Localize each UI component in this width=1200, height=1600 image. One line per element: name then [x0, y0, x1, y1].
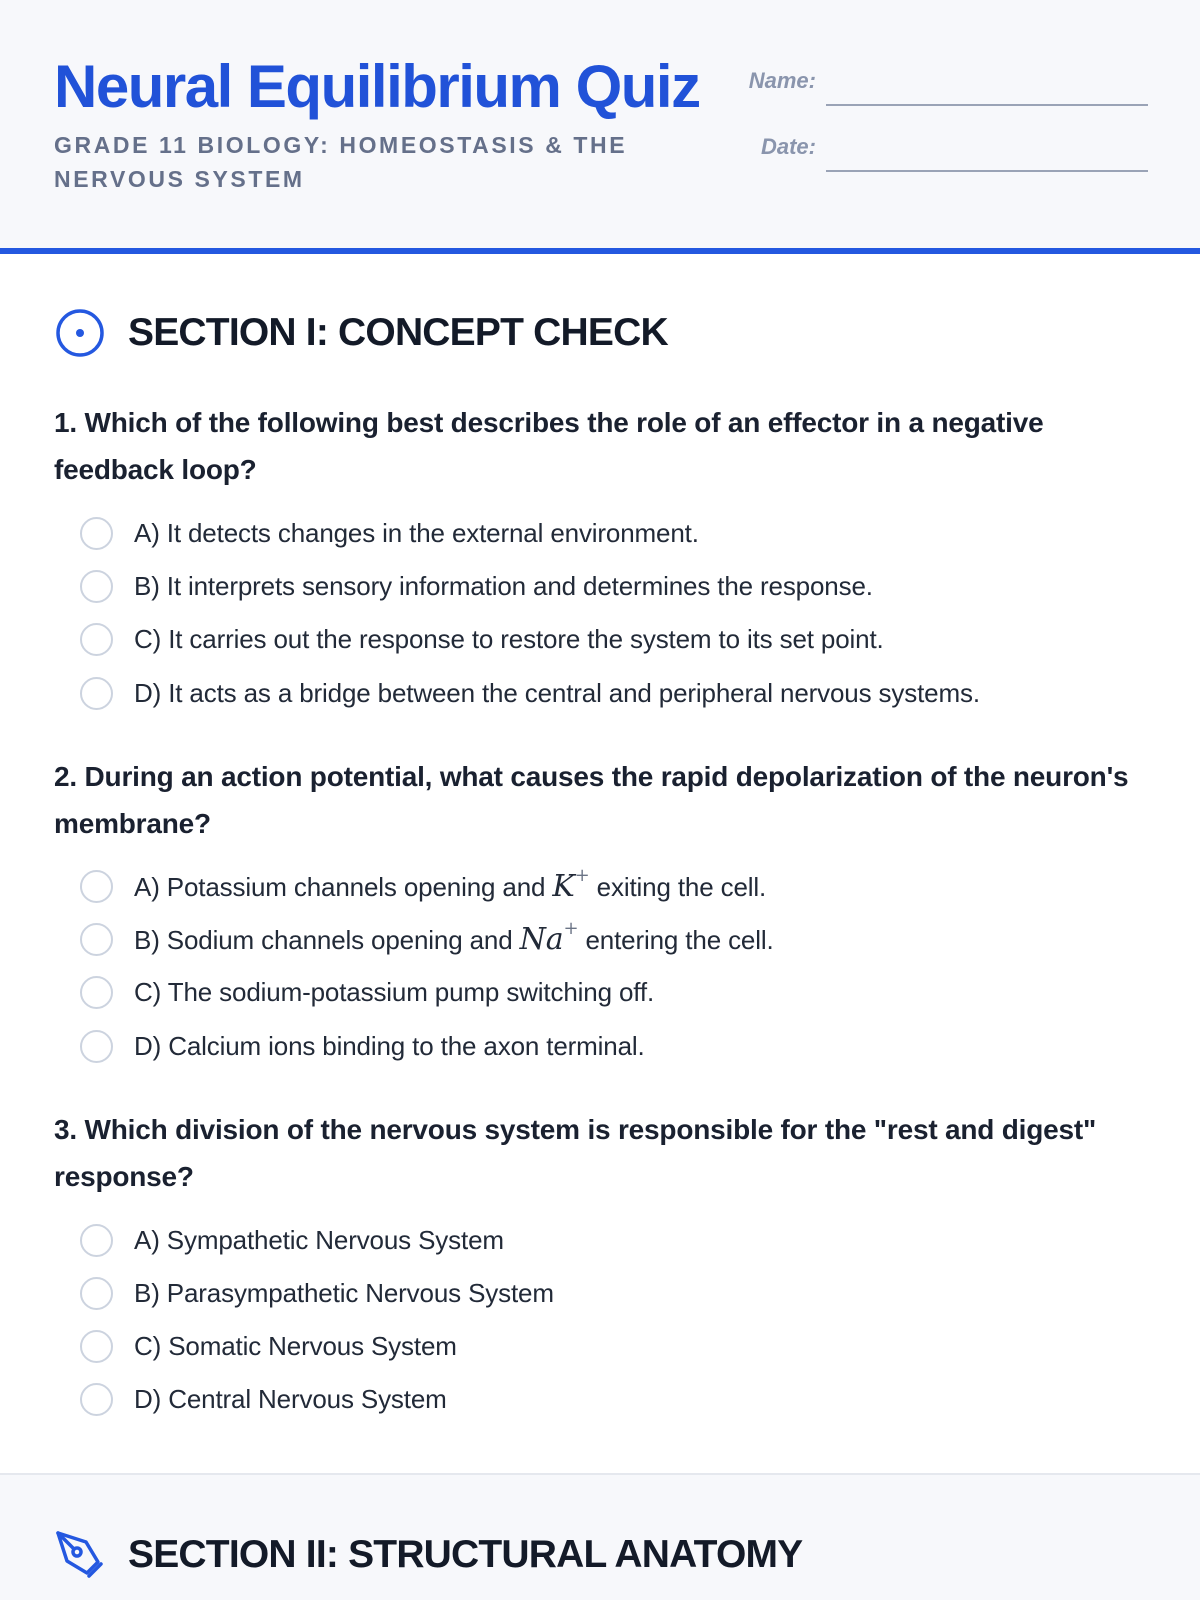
q1-option-b[interactable] [80, 566, 873, 606]
option-label: B) Sodium channels opening and Na+ entering the cell. [134, 917, 774, 957]
question-1: 1. Which of the following best describes the role of an effector in a negative feedback loop? [54, 407, 1044, 485]
radio-button[interactable] [80, 1383, 113, 1416]
q3-option-b[interactable] [80, 1273, 554, 1313]
radio-button[interactable] [80, 1330, 113, 1363]
pen-tool-icon [54, 1529, 106, 1581]
date-field[interactable] [826, 170, 1148, 172]
option-label: B) It interprets sensory information and determines the response. [134, 570, 873, 601]
option-label: B) Parasympathetic Nervous System [134, 1277, 554, 1308]
radio-button[interactable] [80, 976, 113, 1009]
option-label: D) Central Nervous System [134, 1383, 447, 1414]
q3-option-a[interactable] [80, 1220, 504, 1260]
q3-option-c[interactable] [80, 1326, 457, 1366]
option-label: D) Calcium ions binding to the axon terminal. [134, 1030, 645, 1061]
radio-button[interactable] [80, 1030, 113, 1063]
radio-button[interactable] [80, 1224, 113, 1257]
radio-button[interactable] [80, 570, 113, 603]
question-2: 2. During an action potential, what causes the rapid depolarization of the neuron's membrane? [54, 761, 1129, 839]
q2-option-c[interactable] [80, 972, 654, 1012]
section-1-heading [54, 306, 668, 360]
radio-button[interactable] [80, 923, 113, 956]
q1-option-a[interactable] [80, 513, 699, 553]
page-subtitle: GRADE 11 BIOLOGY: HOMEOSTASIS & THE NERVOUS SYSTEM [54, 132, 628, 192]
option-label: D) It acts as a bridge between the central and peripheral nervous systems. [134, 677, 980, 708]
option-label: A) Potassium channels opening and K+ exiting the cell. [134, 864, 767, 904]
q2-option-d[interactable] [80, 1026, 645, 1066]
q1-option-d[interactable] [80, 673, 980, 713]
q3-option-d[interactable] [80, 1379, 447, 1419]
radio-button[interactable] [80, 517, 113, 550]
q1-option-c[interactable] [80, 619, 884, 659]
option-label: C) The sodium-potassium pump switching off. [134, 976, 655, 1007]
section-2-title: SECTION II: STRUCTURAL ANATOMY [128, 1533, 803, 1576]
sodium-ion: Na+ [519, 917, 579, 957]
q2-option-a[interactable] [80, 866, 766, 906]
q2-option-b[interactable] [80, 919, 774, 959]
quiz-header [0, 0, 1200, 254]
option-label: C) It carries out the response to restore the system to its set point. [134, 623, 884, 654]
name-label: Name: [748, 68, 816, 93]
radio-button[interactable] [80, 623, 113, 656]
radio-button[interactable] [80, 1277, 113, 1310]
radio-button[interactable] [80, 677, 113, 710]
option-label: A) Sympathetic Nervous System [134, 1224, 504, 1255]
radio-button[interactable] [80, 870, 113, 903]
section-2-heading [54, 1528, 802, 1582]
section-1-title: SECTION I: CONCEPT CHECK [128, 311, 668, 354]
potassium-ion: K+ [552, 864, 590, 904]
question-3: 3. Which division of the nervous system is responsible for the "rest and digest" response? [54, 1114, 1097, 1192]
target-circle-icon [54, 307, 106, 359]
page-title: Neural Equilibrium Quiz [54, 53, 700, 120]
option-label: C) Somatic Nervous System [134, 1330, 457, 1361]
name-field[interactable] [826, 104, 1148, 106]
date-label: Date: [760, 134, 816, 159]
option-label: A) It detects changes in the external environment. [134, 517, 699, 548]
